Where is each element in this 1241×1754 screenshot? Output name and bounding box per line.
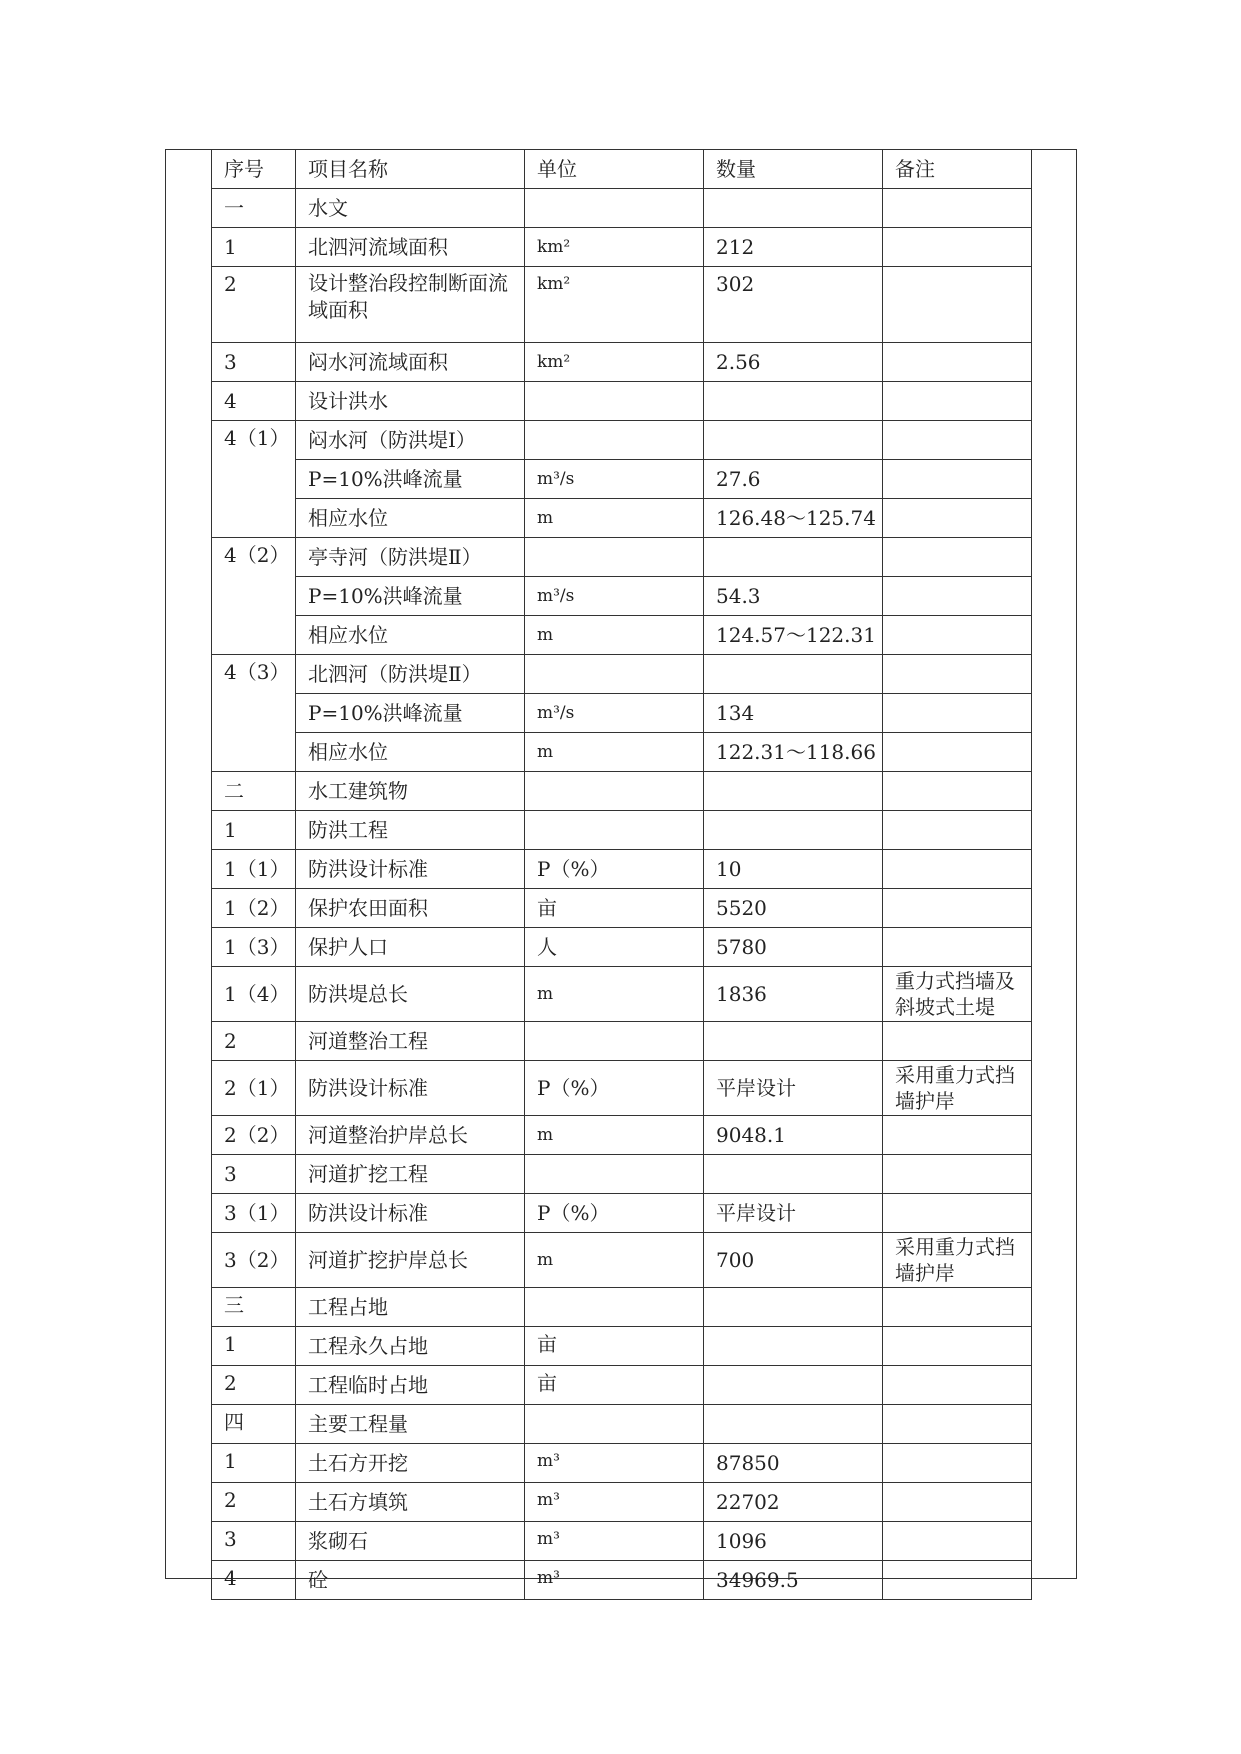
cell-seq: 1（3） [212,928,296,967]
cell-note [883,577,1032,616]
cell-note [883,655,1032,694]
cell-note [883,811,1032,850]
cell-seq: 4（2） [212,538,296,655]
cell-name: 防洪设计标准 [296,850,525,889]
cell-note [883,1561,1032,1600]
cell-note [883,382,1032,421]
cell-qty [704,1405,883,1444]
cell-unit: m³ [525,1444,704,1483]
cell-name: 防洪堤总长 [296,967,525,1022]
cell-qty: 10 [704,850,883,889]
cell-seq: 1（1） [212,850,296,889]
cell-name: 浆砌石 [296,1522,525,1561]
cell-name: 河道扩挖工程 [296,1155,525,1194]
cell-name: 土石方开挖 [296,1444,525,1483]
cell-qty: 2.56 [704,343,883,382]
cell-unit [525,538,704,577]
table-row [212,811,1032,850]
cell-unit [525,382,704,421]
cell-unit [525,421,704,460]
table-row [212,967,1032,1022]
table-row [212,1233,1032,1288]
cell-unit: km² [525,228,704,267]
cell-seq: 4（3） [212,655,296,772]
cell-qty: 87850 [704,1444,883,1483]
cell-qty [704,1366,883,1405]
cell-seq: 2（1） [212,1061,296,1116]
cell-seq: 4 [212,1561,296,1600]
cell-qty: 1836 [704,967,883,1022]
cell-seq: 2 [212,1483,296,1522]
cell-name: 防洪设计标准 [296,1194,525,1233]
cell-name: 北泗河流域面积 [296,228,525,267]
cell-note [883,228,1032,267]
header-seq: 序号 [212,150,296,189]
cell-seq: 4 [212,382,296,421]
cell-name: 闷水河（防洪堤Ⅰ） [296,421,525,460]
cell-seq: 2 [212,267,296,343]
cell-unit: m [525,733,704,772]
cell-qty: 124.57～122.31 [704,616,883,655]
cell-unit: m [525,967,704,1022]
cell-note [883,733,1032,772]
cell-note [883,1194,1032,1233]
cell-name: 相应水位 [296,616,525,655]
cell-seq: 3（1） [212,1194,296,1233]
cell-unit [525,1155,704,1194]
table-row [212,343,1032,382]
cell-unit: P（%） [525,1194,704,1233]
table-row [212,228,1032,267]
cell-name: 工程永久占地 [296,1327,525,1366]
cell-seq: 一 [212,189,296,228]
cell-note [883,616,1032,655]
cell-qty: 212 [704,228,883,267]
table-row [212,499,1032,538]
cell-name: 北泗河（防洪堤Ⅱ） [296,655,525,694]
table-row [212,694,1032,733]
cell-qty: 22702 [704,1483,883,1522]
cell-note [883,1116,1032,1155]
cell-unit: m [525,1233,704,1288]
cell-qty [704,1288,883,1327]
table-row [212,1483,1032,1522]
cell-seq: 3 [212,1522,296,1561]
cell-qty [704,811,883,850]
cell-unit [525,1288,704,1327]
table-row [212,267,1032,343]
cell-qty [704,655,883,694]
table-row [212,460,1032,499]
cell-name: 相应水位 [296,733,525,772]
cell-qty: 302 [704,267,883,343]
table-row [212,1366,1032,1405]
cell-name: 保护人口 [296,928,525,967]
cell-unit [525,811,704,850]
cell-note [883,189,1032,228]
cell-name: P=10%洪峰流量 [296,694,525,733]
cell-qty [704,189,883,228]
cell-seq: 3 [212,343,296,382]
cell-seq: 二 [212,772,296,811]
table-row [212,1288,1032,1327]
cell-name: P=10%洪峰流量 [296,577,525,616]
table-row [212,1327,1032,1366]
header-note: 备注 [883,150,1032,189]
cell-qty: 平岸设计 [704,1061,883,1116]
table-row [212,1155,1032,1194]
cell-unit: P（%） [525,1061,704,1116]
cell-unit: 亩 [525,1366,704,1405]
cell-seq: 1 [212,1327,296,1366]
cell-note [883,267,1032,343]
cell-seq: 1 [212,1444,296,1483]
cell-qty: 27.6 [704,460,883,499]
cell-seq: 2 [212,1366,296,1405]
cell-unit: P（%） [525,850,704,889]
cell-name: 防洪工程 [296,811,525,850]
cell-seq: 1（4） [212,967,296,1022]
cell-note: 采用重力式挡墙护岸 [883,1061,1032,1116]
cell-note: 采用重力式挡墙护岸 [883,1233,1032,1288]
cell-qty: 126.48～125.74 [704,499,883,538]
table-row [212,850,1032,889]
cell-name: 河道扩挖护岸总长 [296,1233,525,1288]
cell-unit: m [525,616,704,655]
table-row [212,538,1032,577]
cell-name: 水文 [296,189,525,228]
cell-unit: m³ [525,1483,704,1522]
cell-note [883,1444,1032,1483]
table-row [212,616,1032,655]
cell-note [883,1327,1032,1366]
table-row [212,889,1032,928]
cell-note [883,928,1032,967]
cell-qty: 134 [704,694,883,733]
table-row [212,382,1032,421]
cell-name: 防洪设计标准 [296,1061,525,1116]
cell-seq: 四 [212,1405,296,1444]
cell-name: 闷水河流域面积 [296,343,525,382]
cell-qty [704,772,883,811]
cell-unit: 亩 [525,889,704,928]
cell-name: 砼 [296,1561,525,1600]
cell-note [883,538,1032,577]
cell-name: 设计整治段控制断面流域面积 [296,267,525,343]
cell-seq: 2 [212,1022,296,1061]
cell-qty: 平岸设计 [704,1194,883,1233]
table-row [212,577,1032,616]
cell-seq: 2（2） [212,1116,296,1155]
table-row [212,1444,1032,1483]
cell-unit: m³/s [525,577,704,616]
cell-qty [704,1327,883,1366]
cell-seq: 1（2） [212,889,296,928]
cell-unit: m [525,499,704,538]
table-row [212,1522,1032,1561]
cell-unit: 亩 [525,1327,704,1366]
cell-note [883,343,1032,382]
cell-qty: 34969.5 [704,1561,883,1600]
cell-unit [525,655,704,694]
cell-seq: 3（2） [212,1233,296,1288]
cell-seq: 4（1） [212,421,296,538]
cell-note [883,1288,1032,1327]
cell-qty [704,1155,883,1194]
cell-seq: 1 [212,228,296,267]
cell-name: 水工建筑物 [296,772,525,811]
cell-name: P=10%洪峰流量 [296,460,525,499]
cell-name: 主要工程量 [296,1405,525,1444]
cell-note [883,694,1032,733]
cell-qty [704,382,883,421]
cell-unit: 人 [525,928,704,967]
cell-unit: km² [525,343,704,382]
cell-note [883,460,1032,499]
table-row [212,1022,1032,1061]
table-row [212,1061,1032,1116]
cell-name: 设计洪水 [296,382,525,421]
header-qty: 数量 [704,150,883,189]
cell-unit: m³ [525,1522,704,1561]
cell-note: 重力式挡墙及斜坡式土堤 [883,967,1032,1022]
cell-name: 工程临时占地 [296,1366,525,1405]
cell-unit [525,1022,704,1061]
cell-note [883,889,1032,928]
cell-note [883,1155,1032,1194]
cell-note [883,1366,1032,1405]
cell-qty: 1096 [704,1522,883,1561]
cell-unit: m³/s [525,694,704,733]
cell-seq: 三 [212,1288,296,1327]
cell-qty: 5780 [704,928,883,967]
cell-unit [525,772,704,811]
header-unit: 单位 [525,150,704,189]
header-name: 项目名称 [296,150,525,189]
cell-qty: 5520 [704,889,883,928]
cell-qty: 122.31～118.66 [704,733,883,772]
cell-unit: m [525,1116,704,1155]
cell-name: 相应水位 [296,499,525,538]
cell-unit: m³/s [525,460,704,499]
cell-note [883,499,1032,538]
table-header-row [212,150,1032,189]
table-row [212,189,1032,228]
cell-note [883,1405,1032,1444]
cell-unit [525,1405,704,1444]
cell-unit: km² [525,267,704,343]
table-row [212,928,1032,967]
project-data-table [211,149,1032,1600]
table-row [212,1116,1032,1155]
cell-name: 河道整治护岸总长 [296,1116,525,1155]
table-row [212,421,1032,460]
cell-qty: 700 [704,1233,883,1288]
cell-qty [704,538,883,577]
cell-seq: 3 [212,1155,296,1194]
table-row [212,655,1032,694]
cell-name: 工程占地 [296,1288,525,1327]
cell-qty [704,421,883,460]
table-row [212,733,1032,772]
cell-note [883,1022,1032,1061]
cell-name: 亭寺河（防洪堤Ⅱ） [296,538,525,577]
cell-note [883,1483,1032,1522]
cell-unit: m³ [525,1561,704,1600]
cell-unit [525,189,704,228]
cell-note [883,850,1032,889]
cell-name: 河道整治工程 [296,1022,525,1061]
table-row [212,1194,1032,1233]
cell-seq: 1 [212,811,296,850]
cell-name: 土石方填筑 [296,1483,525,1522]
cell-note [883,772,1032,811]
cell-qty [704,1022,883,1061]
cell-name: 保护农田面积 [296,889,525,928]
cell-note [883,1522,1032,1561]
table-row [212,1561,1032,1600]
table-row [212,772,1032,811]
cell-qty: 9048.1 [704,1116,883,1155]
table-row [212,1405,1032,1444]
cell-qty: 54.3 [704,577,883,616]
cell-note [883,421,1032,460]
